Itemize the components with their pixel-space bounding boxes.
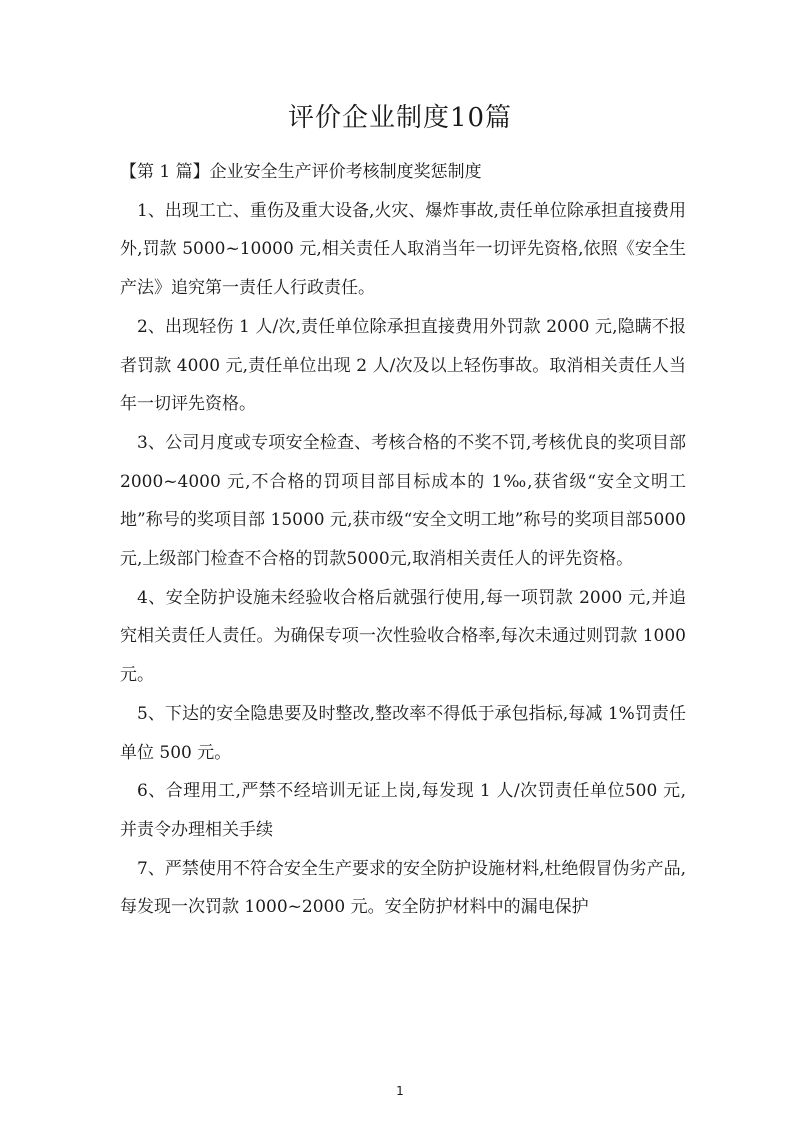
paragraph-4: 4、安全防护设施未经验收合格后就强行使用,每一项罚款 2000 元,并追究相关责任人责任。为确保专项一次性验收合格率,每次未通过则罚款 1000 元。: [120, 587, 686, 686]
paragraph-5: 5、下达的安全隐患要及时整改,整改率不得低于承包指标,每减 1%罚责任单位 500 元。: [120, 703, 686, 763]
document-body: [120, 153, 686, 927]
paragraph-3: 3、公司月度或专项安全检查、考核合格的不奖不罚,考核优良的奖项目部 2000~4000 元,不合格的罚项目部目标成本的 1‰,获省级“安全文明工地”称号的奖项目部 15000 元,获市级“安全文明工地”称号的奖项目部5000元,上级部门检查不合格的罚款5000元,取消相关责任人的评先资格。: [120, 432, 686, 570]
document-title: 评价企业制度10篇: [287, 103, 513, 133]
paragraph-2: 2、出现轻伤 1 人/次,责任单位除承担直接费用外罚款 2000 元,隐瞒不报者罚款 4000 元,责任单位出现 2 人/次及以上轻伤事故。取消相关责任人当年一切评先资格。: [120, 316, 686, 415]
paragraph-7: 7、严禁使用不符合安全生产要求的安全防护设施材料,杜绝假冒伪劣产品,每发现一次罚款 1000~2000 元。安全防护材料中的漏电保护: [120, 858, 686, 918]
section-heading: 【第 1 篇】企业安全生产评价考核制度奖惩制度: [120, 162, 482, 182]
page-number: 1: [396, 1084, 404, 1098]
paragraph-6: 6、合理用工,严禁不经培训无证上岗,每发现 1 人/次罚责任单位500 元,并责令办理相关手续: [120, 781, 686, 840]
paragraph-1: 1、出现工亡、重伤及重大设备,火灾、爆炸事故,责任单位除承担直接费用外,罚款 5000~10000 元,相关责任人取消当年一切评先资格,依照《安全生产法》追究第一责任人行政责任。: [120, 200, 686, 299]
